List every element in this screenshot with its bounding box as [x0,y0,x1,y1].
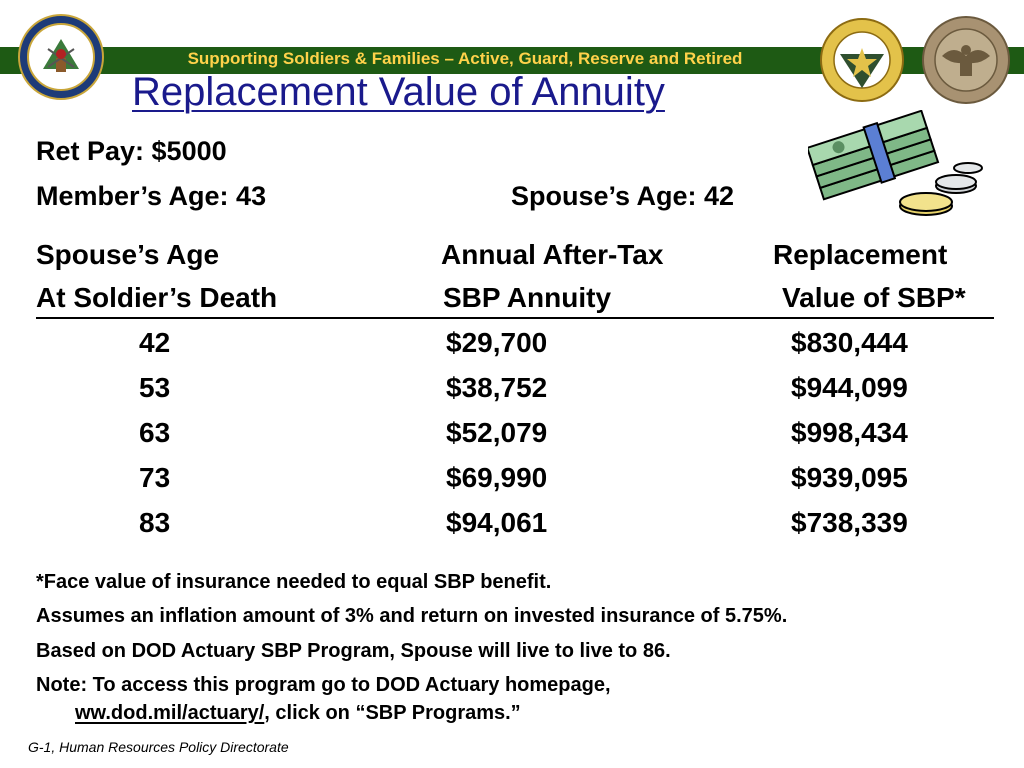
page-title: Replacement Value of Annuity [132,70,665,114]
header-underline [36,317,994,319]
dcs-g1-seal-icon [820,18,904,102]
row-value: $738,339 [791,507,908,538]
footer-text: G-1, Human Resources Policy Directorate [28,739,289,755]
col-header-age-line2: At Soldier’s Death [36,282,278,313]
row-annuity: $69,990 [446,462,548,493]
footnote-access-link-line [75,702,521,725]
member-age-text: Member’s Age: 43 [36,181,267,211]
banner-text: Supporting Soldiers & Families – Active, Guard, Reserve and Retired [187,49,743,68]
spouse-age-text: Spouse’s Age: 42 [511,181,735,211]
col-header-annuity-line1: Annual After-Tax [441,239,664,270]
footnote-face-value: *Face value of insurance needed to equal SBP benefit. [36,571,552,593]
row-value: $830,444 [791,327,908,358]
eagle-seal-icon [922,16,1010,104]
col-header-value-line1: Replacement [773,239,948,270]
footnote-assumptions: Assumes an inflation amount of 3% and return on invested insurance of 5.75%. [36,605,788,627]
footnote-actuary-basis: Based on DOD Actuary SBP Program, Spouse will live to live to 86. [36,640,671,662]
row-value: $998,434 [791,417,908,448]
col-header-value-line2: Value of SBP* [782,282,966,313]
row-value: $939,095 [791,462,908,493]
row-age: 83 [139,507,171,538]
row-annuity: $94,061 [446,507,548,538]
row-value: $944,099 [791,372,908,403]
row-age: 42 [139,327,171,358]
access-link-suffix: , click on “SBP Programs.” [264,702,521,724]
footnote-access-note: Note: To access this program go to DOD Actuary homepage, [36,674,611,696]
row-age: 53 [139,372,171,403]
actuary-link[interactable]: ww.dod.mil/actuary/ [75,702,265,724]
army-seal-icon [18,14,104,100]
row-age: 63 [139,417,171,448]
row-annuity: $52,079 [446,417,548,448]
row-annuity: $38,752 [446,372,548,403]
row-age: 73 [139,462,171,493]
col-header-annuity-line2: SBP Annuity [443,282,612,313]
money-stack-icon [808,110,988,222]
row-annuity: $29,700 [446,327,548,358]
col-header-age-line1: Spouse’s Age [36,239,220,270]
ret-pay-text: Ret Pay: $5000 [36,136,227,166]
